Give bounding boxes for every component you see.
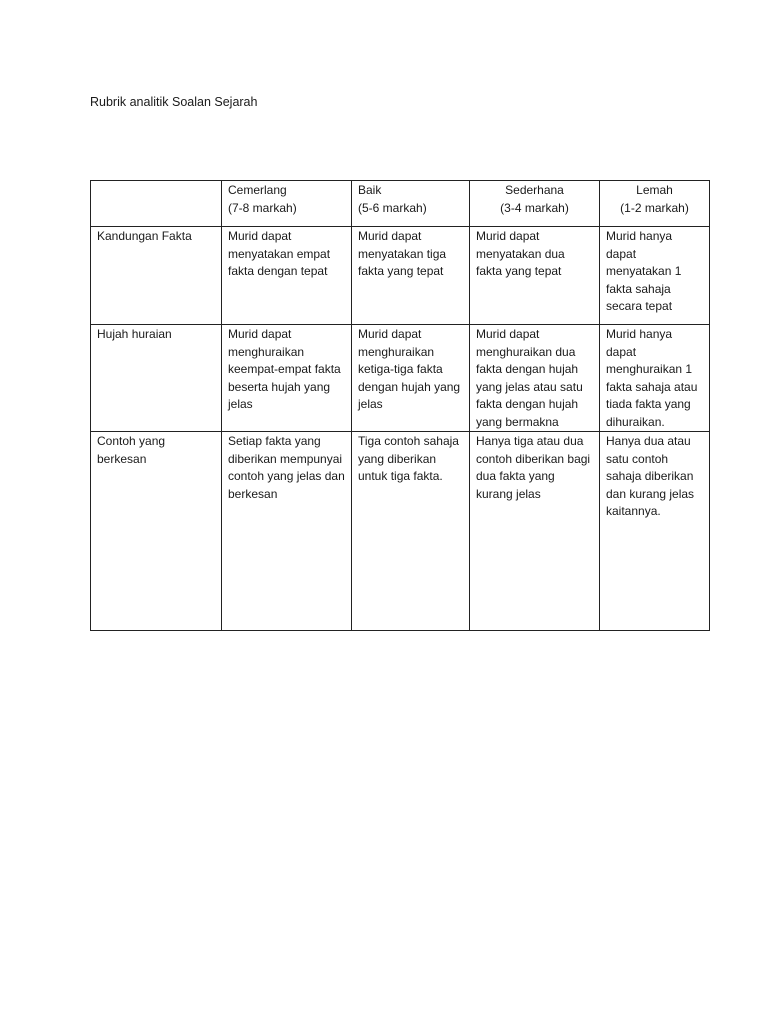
header-cell-cemerlang bbox=[222, 181, 352, 227]
header-cell-sederhana bbox=[470, 181, 600, 227]
criterion-cell: Hujah huraian bbox=[91, 325, 222, 432]
descriptor-cell-baik: Murid dapat menyatakan tiga fakta yang tepat bbox=[352, 227, 470, 325]
descriptor-cell-sederhana: Murid dapat menyatakan dua fakta yang tepat bbox=[470, 227, 600, 325]
descriptor-cell-lemah: Murid hanya dapat menghuraikan 1 fakta sahaja atau tiada fakta yang dihuraikan. bbox=[600, 325, 710, 432]
criterion-cell: Kandungan Fakta bbox=[91, 227, 222, 325]
page-title: Rubrik analitik Soalan Sejarah bbox=[90, 95, 258, 109]
descriptor-cell-baik: Murid dapat menghuraikan ketiga-tiga fakta dengan hujah yang jelas bbox=[352, 325, 470, 432]
descriptor-cell-cemerlang: Murid dapat menghuraikan keempat-empat fakta beserta hujah yang jelas bbox=[222, 325, 352, 432]
criterion-cell: Contoh yang berkesan bbox=[91, 432, 222, 631]
descriptor-cell-cemerlang: Setiap fakta yang diberikan mempunyai contoh yang jelas dan berkesan bbox=[222, 432, 352, 631]
header-cell-baik bbox=[352, 181, 470, 227]
descriptor-cell-sederhana: Hanya tiga atau dua contoh diberikan bagi dua fakta yang kurang jelas bbox=[470, 432, 600, 631]
table-row bbox=[91, 227, 710, 325]
header-level-marks: (3-4 markah) bbox=[500, 200, 569, 215]
descriptor-cell-lemah: Murid hanya dapat menyatakan 1 fakta sahaja secara tepat bbox=[600, 227, 710, 325]
descriptor-cell-lemah: Hanya dua atau satu contoh sahaja diberikan dan kurang jelas kaitannya. bbox=[600, 432, 710, 631]
table-header-row bbox=[91, 181, 710, 227]
table-row bbox=[91, 325, 710, 432]
header-cell-lemah bbox=[600, 181, 710, 227]
descriptor-cell-cemerlang: Murid dapat menyatakan empat fakta dengan tepat bbox=[222, 227, 352, 325]
header-level-name: Cemerlang bbox=[228, 183, 287, 197]
header-level-marks: (5-6 markah) bbox=[358, 200, 427, 215]
header-level-name: Sederhana bbox=[505, 183, 564, 197]
header-cell-empty bbox=[91, 181, 222, 227]
descriptor-cell-sederhana: Murid dapat menghuraikan dua fakta dengan hujah yang jelas atau satu fakta dengan hujah yang bermakna bbox=[470, 325, 600, 432]
header-level-name: Lemah bbox=[636, 183, 673, 197]
descriptor-cell-baik: Tiga contoh sahaja yang diberikan untuk tiga fakta. bbox=[352, 432, 470, 631]
rubric-table bbox=[90, 180, 710, 631]
table-row bbox=[91, 432, 710, 631]
header-level-marks: (1-2 markah) bbox=[620, 200, 689, 215]
header-level-marks: (7-8 markah) bbox=[228, 200, 297, 215]
header-level-name: Baik bbox=[358, 183, 382, 197]
